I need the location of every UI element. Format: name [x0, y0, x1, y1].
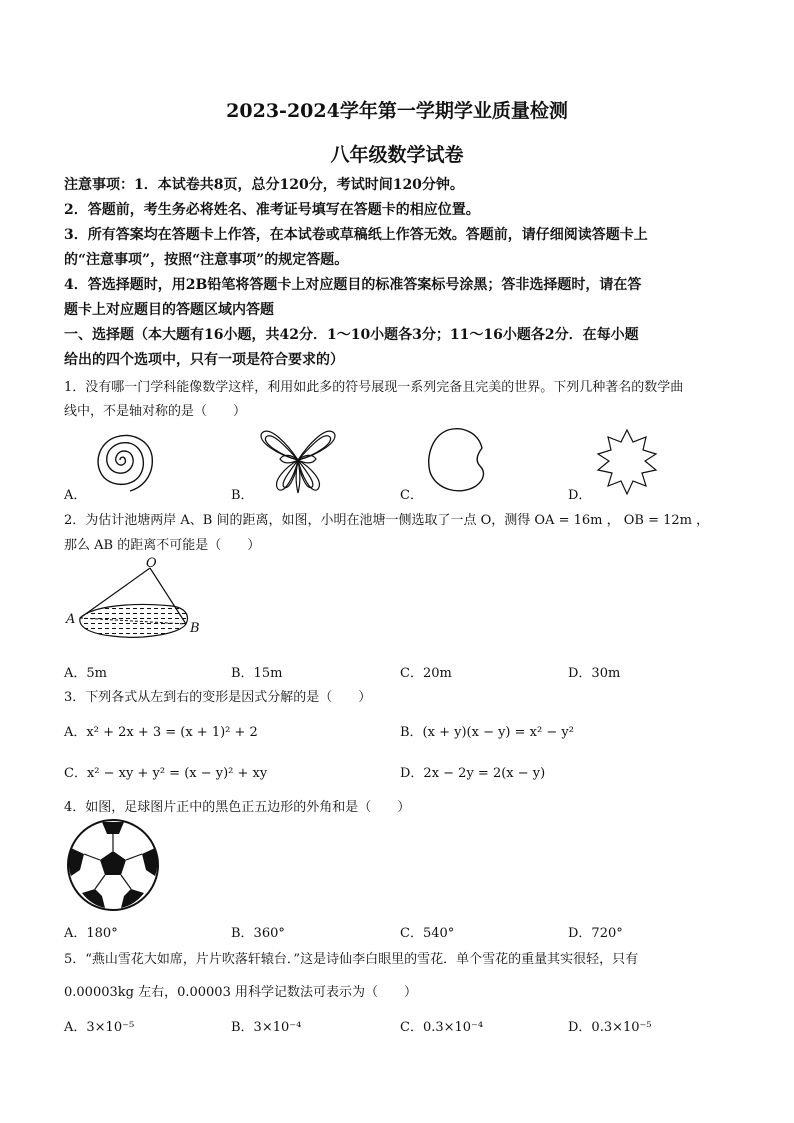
- question-1-option[interactable]: B．: [231, 488, 254, 503]
- question-5-option[interactable]: C．0.3×10⁻⁴: [400, 1020, 484, 1035]
- question-2-option[interactable]: C．20m: [400, 666, 452, 681]
- question-1-stem: 1．没有哪一门学科能像数学这样，利用如此多的符号展现一系列完备且完美的世界。下列几种著名的数学曲: [64, 380, 684, 395]
- note-line: 注意事项：1．本试卷共8页，总分120分，考试时间120分钟。: [64, 177, 464, 193]
- note-line: 3．所有答案均在答题卡上作答，在本试卷或草稿纸上作答无效。答题前，请仔细阅读答题卡上: [64, 227, 648, 243]
- note-line: 4．答选择题时，用2B铅笔将答题卡上对应题目的标准答案标号涂黑；答非选择题时，请在答: [64, 277, 642, 293]
- question-3-stem: 3．下列各式从左到右的变形是因式分解的是（ ）: [64, 690, 372, 705]
- question-3-option[interactable]: C．x² − xy + y² = (x − y)² + xy: [64, 766, 268, 781]
- question-2-option[interactable]: B．15m: [231, 666, 283, 681]
- point-a-label: A: [66, 612, 76, 627]
- point-b-label: B: [190, 621, 200, 636]
- question-4-option[interactable]: D．720°: [568, 926, 623, 941]
- question-2-option[interactable]: A．5m: [64, 666, 107, 681]
- exam-title: 2023-2024学年第一学期学业质量检测: [226, 100, 568, 122]
- question-3-option[interactable]: D．2x − 2y = 2(x − y): [400, 766, 546, 781]
- question-5-option[interactable]: A．3×10⁻⁵: [64, 1020, 135, 1035]
- question-3-option[interactable]: B．(x + y)(x − y) = x² − y²: [400, 725, 574, 740]
- section-heading: 一、选择题（本大题有16小题，共42分．1～10小题各3分；11～16小题各2分．在每小题: [64, 327, 639, 343]
- butterfly-curve-icon: [258, 425, 338, 495]
- exam-subtitle: 八年级数学试卷: [330, 144, 464, 166]
- cardioid-icon: [424, 424, 494, 496]
- section-heading: 给出的四个选项中，只有一项是符合要求的）: [64, 352, 344, 368]
- question-1-option[interactable]: C．: [400, 488, 423, 503]
- question-5-option[interactable]: B．3×10⁻⁴: [231, 1020, 302, 1035]
- question-5-option[interactable]: D．0.3×10⁻⁵: [568, 1020, 652, 1035]
- question-2-stem: 2．为估计池塘两岸 A、B 间的距离，如图，小明在池塘一侧选取了一点 O，测得 OA = 16m ， OB = 12m ，: [64, 513, 710, 528]
- question-2-option[interactable]: D．30m: [568, 666, 621, 681]
- soccer-ball-icon: [66, 818, 160, 912]
- question-1-stem: 线中，不是轴对称的是（ ）: [64, 404, 247, 419]
- question-4-option[interactable]: A．180°: [64, 926, 118, 941]
- note-line: 的“注意事项”，按照“注意事项”的规定答题。: [64, 252, 349, 268]
- koch-snowflake-icon: [590, 428, 665, 498]
- note-line: 题卡上对应题目的答题区域内答题: [64, 302, 274, 318]
- point-o-label: O: [146, 556, 157, 571]
- question-4-option[interactable]: B．360°: [231, 926, 285, 941]
- question-3-option[interactable]: A．x² + 2x + 3 = (x + 1)² + 2: [64, 725, 258, 740]
- note-line: 2．答题前，考生务必将姓名、准考证号填写在答题卡的相应位置。: [64, 202, 480, 218]
- question-1-option[interactable]: D．: [568, 488, 592, 503]
- spiral-icon: [88, 420, 158, 495]
- question-4-stem: 4．如图，足球图片正中的黑色正五边形的外角和是（ ）: [64, 800, 411, 815]
- question-2-stem: 那么 AB 的距离不可能是（ ）: [64, 538, 261, 553]
- question-5-stem: 0.00003kg 左右，0.00003 用科学记数法可表示为（ ）: [64, 985, 417, 1000]
- question-4-option[interactable]: C．540°: [400, 926, 455, 941]
- question-5-stem: 5．“燕山雪花大如席，片片吹落轩辕台．”这是诗仙李白眼里的雪花．单个雪花的重量其实很轻，只有: [64, 952, 639, 967]
- question-1-option[interactable]: A．: [64, 488, 87, 503]
